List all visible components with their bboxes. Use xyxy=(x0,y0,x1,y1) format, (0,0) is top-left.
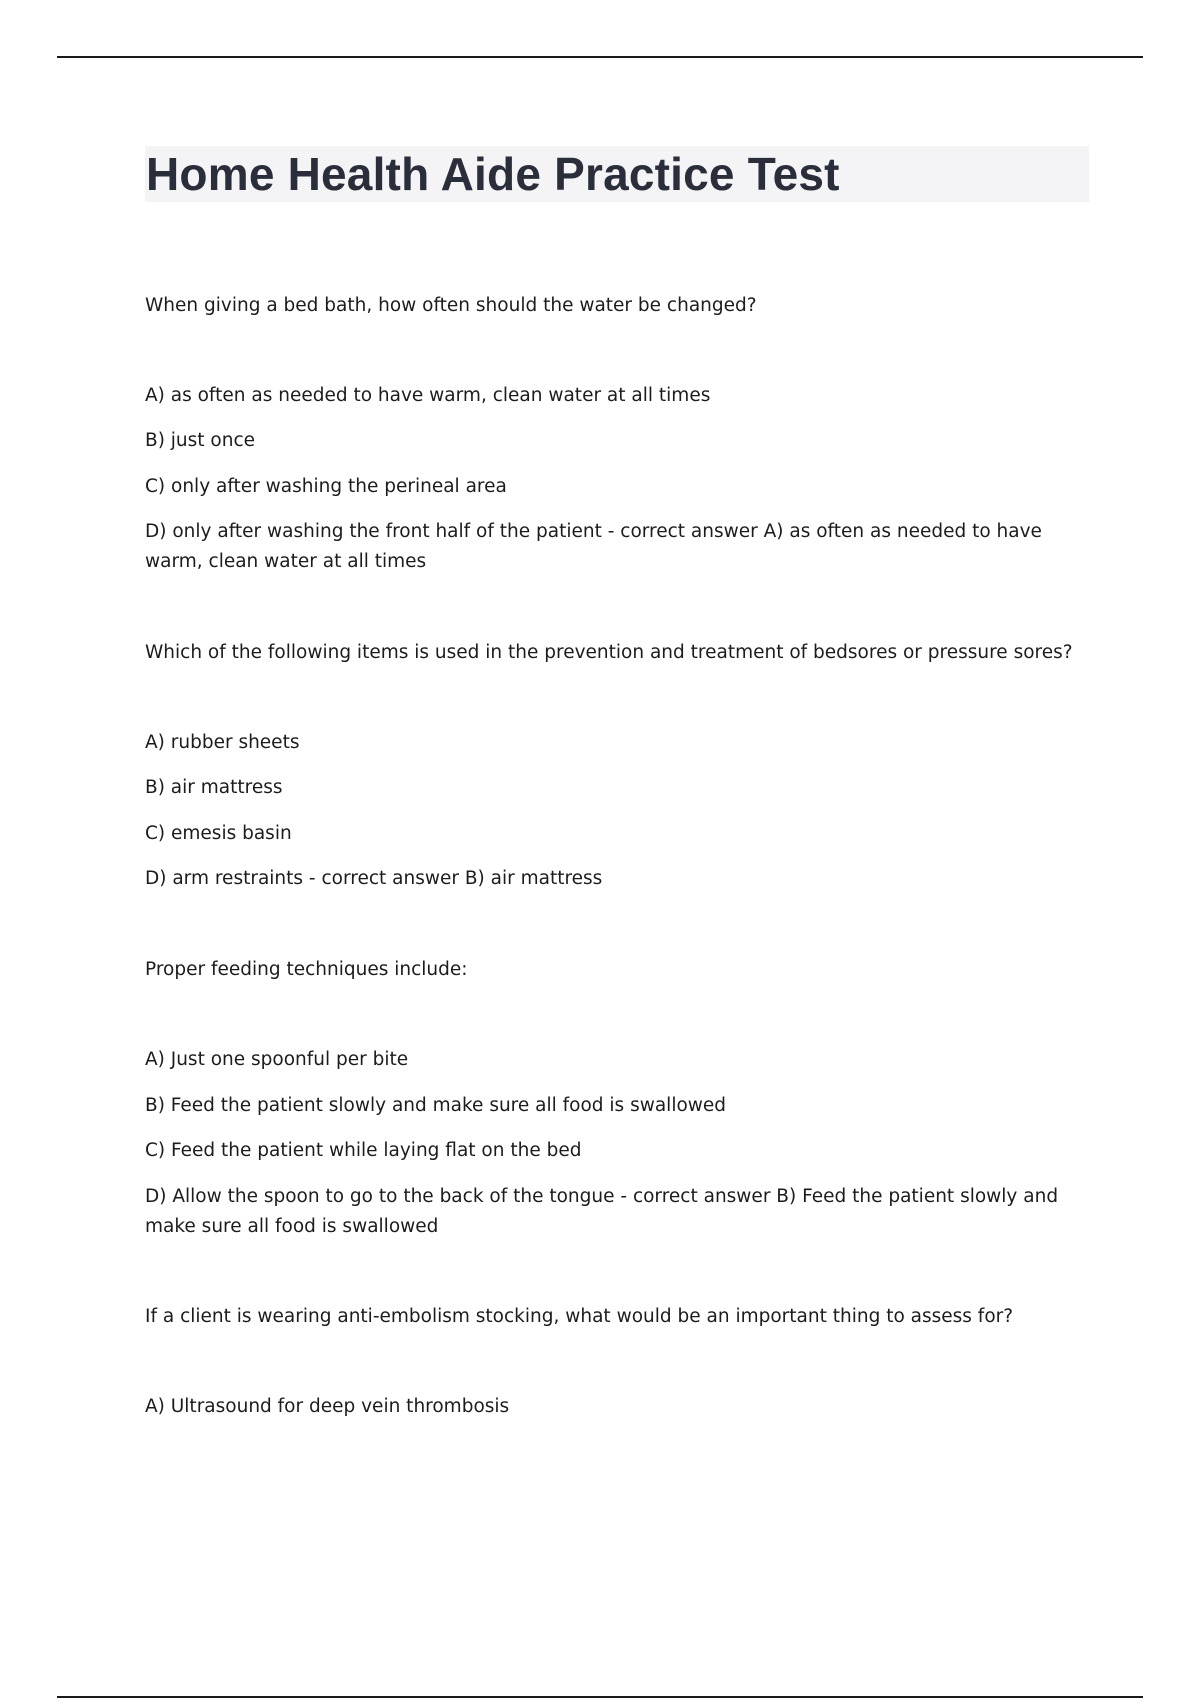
question-4-option-a: A) Ultrasound for deep vein thrombosis xyxy=(145,1396,510,1417)
header-rule xyxy=(57,56,1143,58)
question-2-text: Which of the following items is used in the prevention and treatment of bedsores or pressure sores? xyxy=(145,642,1073,663)
question-2-option-d-answer: D) arm restraints - correct answer B) air mattress xyxy=(145,868,603,889)
question-1-option-b: B) just once xyxy=(145,430,256,451)
question-3-option-c: C) Feed the patient while laying flat on the bed xyxy=(145,1140,582,1161)
question-3-option-b: B) Feed the patient slowly and make sure all food is swallowed xyxy=(145,1095,727,1116)
footer-rule xyxy=(57,1696,1143,1698)
question-4-text: If a client is wearing anti-embolism stocking, what would be an important thing to assess for? xyxy=(145,1306,1014,1327)
page-title: Home Health Aide Practice Test xyxy=(146,148,840,200)
question-3-text: Proper feeding techniques include: xyxy=(145,959,468,980)
question-1-option-d-answer: D) only after washing the front half of the patient - correct answer A) as often as needed to have warm, clean water at all times xyxy=(145,521,1042,572)
question-1-option-c: C) only after washing the perineal area xyxy=(145,476,507,497)
question-3-option-d-answer: D) Allow the spoon to go to the back of the tongue - correct answer B) Feed the patient slowly and make sure all food is swallowed xyxy=(145,1186,1059,1237)
question-1-option-a: A) as often as needed to have warm, clean water at all times xyxy=(145,385,711,406)
question-2-option-a: A) rubber sheets xyxy=(145,732,300,753)
question-3-option-a: A) Just one spoonful per bite xyxy=(145,1049,409,1070)
question-1-text: When giving a bed bath, how often should the water be changed? xyxy=(145,295,757,316)
question-2-option-b: B) air mattress xyxy=(145,777,283,798)
question-2-option-c: C) emesis basin xyxy=(145,823,292,844)
